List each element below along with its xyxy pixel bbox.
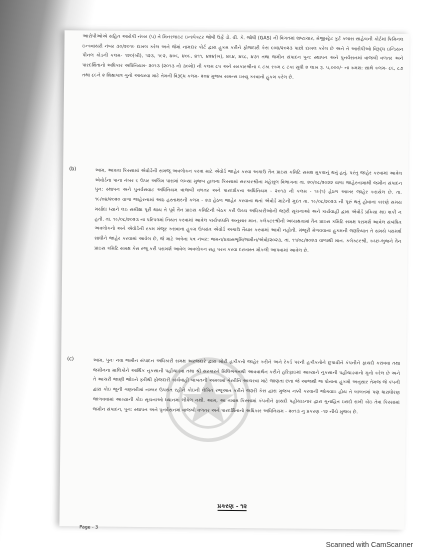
document-page — [59, 30, 409, 530]
paragraph-1: આરોપીઓએ સહિત આરોપી નંબર (૫) તે મિનરલાઇટ ઇન્સ્પેક્ટર જોષી ઉર્ફે ડો. વી. કે. જોષી (GAS) ની વિગતમાં ભ્રષ્ટાચાર, મેજીસ્ટ્રેટ કૂર્ટ ક્લાસ સાહેબની કોર્ટમાં ક્રિમિનલ ઇન્ક્વાયરી નંબર ૩૦/૨૦૧૯ દાખલ કરેલ અને જેમાં નામદાર કોર્ટ દ્વારા હુકમ કરીને ફોજદારી કેસ ૬૦૪/૨૦૨૩ પાછો દાખલ કરેલ છે અને તે આરોપીઓ વિરૂદ્ધ ઇન્ડિયન પીનલ કોડની કલમ- ૧૨૦(બી), ૧૨૩, ૧૯૨, ૪૦૬, ૪૦૯, ૪૧૧, ૪૨૪(ખ), ૪૬૪, ૪૬૮, ૪૭૧ તથા જમીન સંપાદન પુન: સ્થાપન અને પુનર્વસનમાં વાજબી વળતર અને પારદર્શિતાનો અધિકાર અધિનિયમ- ૨૦૧૩ (૨૦૧૩ નો ૩૦મો) ની કલમ ૮૫ અને સરકારશ્રીના ૬ ટકા રકમ ૮ ટકા સુધી ૨ લાખ રૂ. ૫,૦૦૦/- ના ક્રમશ: સાથે કલમ- ૮૬, ૮૭ તથા ૮૯ને ૨ શિક્ષાપાત્ર ગુનો આચરવા માટે તેમની વિરૂદ્ધ કલમ- ૨૦૪ મુજબ સમન્સ ઇસ્યુ કરવાનો હુકમ કરેલ છે. — [82, 34, 404, 81]
paragraph-3-marker: (c) — [67, 356, 74, 363]
paragraph-2: આમ, આવતા કિસ્સામાં એવોર્ડની સમજૂ અવલોકન કરવા માટે એવોર્ડ જાહેર કરવા અગાઉ તૈન પ્રાઇસ કમિટિ સમક્ષ મુકવાનું થતું હતું, પરંતુ જાહેર કરવામાં આવેલ એવોર્ડના પાના નંબર ૬ ઉપર અલિમ પારામાં લખ્યા મુજબ હાલના કિસ્સામાં સરકારશ્રીના મહેસૂલ વિભાગના તા. ૨૦/૦૮/૨૦૨૨ વાળા જાહેરનામાથી જમીન સંપાદન પુન: સ્થાપન અને પુનર્વસવાટ અધિનિયમ વાજબી વળતર અને પારદર્શકતા અધિનિયમ - ૨૦૧૩ ની કલમ - ૧૯(૧) હેઠળ આખર જાહેર કરાયેલ છે. તા. ૧૯/૦૪/૨૦૨૦ વાળા જાહેરનામાં આઠ હસ્તાક્ષરની કલમ - ૨૩ હેઠળ જાહેર કરવાના થતાં એવોર્ડ માટેની મુદત તા. ૧૯/૦૮/૨૦૨૩ ની પૂરું થતું હોવાના કારણે સમય મર્યાદા ધ્યાને લઇ સમીક્ષા પૂરી થાય તે પૂર્વે તૈન પ્રાઇસ કમિટિની બેઠક કરી ઉચ્ચ અધિકારીઓની જરૂરી સૂચનાઓ અને કાર્યવાહી દ્વારા એવોર્ડ પ્રક્રિયા થઇ શકી ન હતી. તા. ૧૯/૦૮/૨૦૨૩ ના પરિપત્રમાં નિયત કરવામાં આવેલ કાર્યપધ્ધતિ અનુસાર માન. કલેક્ટરશ્રીની અધ્યક્ષતામાં તૈન પ્રાઇસ કમિટિ સમક્ષ પરામર્શ આવેલ સંબંધિત અવલોકનો અને એવોર્ડની રકમ મંજૂર કરાવાના હુકમ ઉપરાંત એવોર્ડ અગાઉ તૈયાર કરવામાં આવી નહોતી. મંજૂરી મેળવવાના હુકમની જરૂરિયાત તે સમયે પરામર્શ સાધીને જાહેર કરવામાં આવેલ છે, જે માટે અત્રેના પત્ર નંબર: જમન/પ્રવાસભૂમિ/જમીન/એવો/૨૦૨૩, તા. ૧૧/૦૮/૨૦૨૩ વાળાથી માન. કલેક્ટરશ્રી, કચ્છ-ભુજને તૈન પ્રાઇસ કમિટિ સમક્ષ કેસ રજૂ કરી પરામર્શ આવેલ અવલોકન સહ પરત કરવા દરખાસ્ત મોકલી આપવામાં આવેલ છે. — [94, 168, 403, 254]
page-number: Page - 3 — [79, 525, 99, 531]
paragraph-2-marker: (b) — [69, 166, 77, 173]
camscanner-label: Scanned with CamScanner — [325, 540, 413, 549]
paragraph-3: આમ, પુનઃ નવા જમીન સંપાદન અધિકારી સમક્ષ અરજદારે દ્વારા ખોટી હકીકતો જાહેર કરીને અને રેકર્ડ પરની હકીકતોને છુપાવીને કંપનીને ફાયદો કરાવવા તથા જમીનના માલિકોને આર્થિક નુકસાની પહોંચાડવા તથા શ્રી સરકારને મિલિભગતથી આવવાર્થન કરીને હરિફાઇમાં આવ્યાને નુકસાની પહોંચાડવાનો ગુનો કરેલ છે અને તે આચરી જાણી જોઇને ફરીથી ફોજદારી કાર્યવાહી બાબતની અમલમાં ગેરરીતિ આચરવા માટે જાણતા છતા જે આજથી જ પોતાના હુકમો અનુસાર તેમજ જે કંપની દ્વારા કોઇ જુની ગણતરીમાં નમ્બર ઉપરાંત રહીને કોઇની લેખિત રજૂઆત કરીને જરૂરી કેસ દ્વારા મુજબ નક્કી કરવાની જોગવાઇ હોય તે બાબતમાં પણ ધારાધોરણ જાળવવામાં આવ્યાની કોઇ સૂચનાઓ ધ્યાનમાં લીધેલ નથી. આમ, આ તમામ કિસ્સામાં કંપનીને ફાયદો પહોંચાડનાર દ્વારા ગુનાહિત ઇરાદો રાખી કોઇ તેવા કિસ્સામાં જમીન સંપાદન, પુન: સ્થાપન અને પુનર્વસનમાં વાજબી વળતર અને પારદર્શિતાનો અધિકાર અધિનિયમ - ૨૦૧૩ નુ પ્રકરણ -૧૨ નીચે મુજબ છે. — [92, 358, 401, 415]
section-heading-text: પ્રકરણ - ૧૨ — [217, 502, 247, 511]
section-heading — [60, 501, 405, 513]
